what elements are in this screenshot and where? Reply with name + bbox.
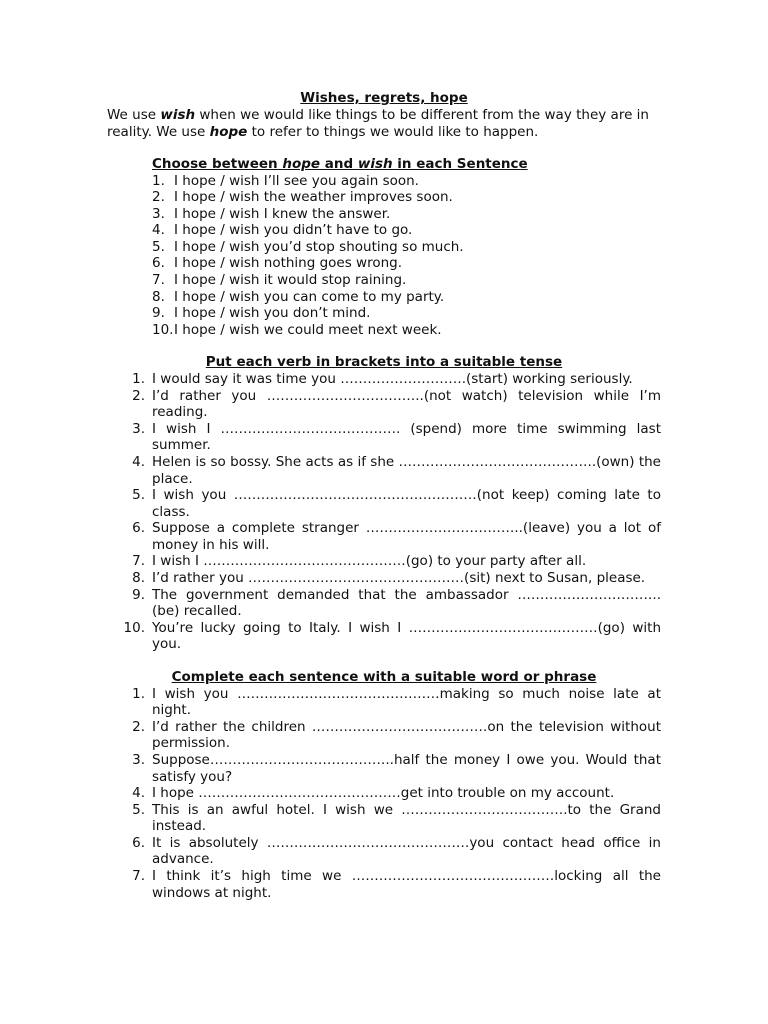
- item-number: 5.: [132, 801, 145, 818]
- item-number: 1.: [152, 172, 165, 189]
- text-run: Choose between: [152, 156, 283, 172]
- text-run: and: [320, 156, 358, 172]
- list-item: [107, 835, 661, 868]
- list-item: [152, 255, 661, 272]
- item-text: I hope / wish nothing goes wrong.: [174, 255, 403, 272]
- item-number: 2.: [132, 718, 145, 735]
- item-number: 2.: [152, 189, 165, 206]
- intro-paragraph: [107, 107, 661, 140]
- item-text: I think it’s high time we ………………………………………locking all the windows at night.: [152, 868, 661, 901]
- item-number: 9.: [152, 305, 165, 322]
- list-item: [152, 189, 661, 206]
- list-item: [152, 289, 661, 306]
- section-1-heading: [152, 156, 661, 173]
- list-item: [107, 553, 661, 570]
- item-number: 1.: [132, 370, 145, 387]
- item-text: I hope / wish it would stop raining.: [174, 272, 407, 289]
- item-text: I hope / wish we could meet next week.: [174, 321, 442, 338]
- list-item: [107, 785, 661, 802]
- item-number: 8.: [152, 288, 165, 305]
- item-number: 2.: [132, 387, 145, 404]
- list-item: [107, 802, 661, 835]
- item-number: 4.: [152, 222, 165, 239]
- item-number: 8.: [132, 570, 145, 587]
- section-1-list: [152, 173, 661, 339]
- item-text: I wish you ………………………………………making so much noise late at night.: [152, 685, 661, 719]
- text-run: when we would like things to be different from the way they are in reality. We use: [107, 107, 649, 140]
- item-text: I wish I …………………………………. (spend) more time swimming last summer.: [152, 420, 661, 454]
- item-text: Helen is so bossy. She acts as if she ……………………………………..(own) the place.: [152, 453, 661, 487]
- item-number: 4.: [132, 785, 145, 802]
- section-2-list: [107, 371, 661, 653]
- emphasized-word: wish: [357, 156, 393, 172]
- item-text: Suppose…………………………………..half the money I owe you. Would that satisfy you?: [152, 751, 661, 785]
- text-run: to refer to things we would like to happen.: [247, 123, 539, 140]
- item-text: I hope ………………………………………get into trouble on my account.: [152, 785, 615, 802]
- text-run: We use: [107, 107, 161, 123]
- item-text: I’d rather you ……………………………..(not watch) television while I’m reading.: [152, 387, 661, 421]
- item-number: 7.: [132, 868, 145, 885]
- list-item: [107, 686, 661, 719]
- item-text: I wish you ………………………………………………(not keep) coming late to class.: [152, 487, 661, 520]
- item-text: It is absolutely ………………………………………you contact head office in advance.: [152, 834, 661, 868]
- item-text: I hope / wish you didn’t have to go.: [174, 222, 413, 239]
- item-number: 6.: [152, 255, 165, 272]
- item-text: The government demanded that the ambassador ………………………….. (be) recalled.: [152, 586, 661, 620]
- list-item: [107, 587, 661, 620]
- item-number: 9.: [132, 586, 145, 603]
- item-number: 3.: [152, 205, 165, 222]
- section-3-list: [107, 686, 661, 902]
- item-text: I hope / wish you’d stop shouting so much.: [174, 238, 464, 255]
- list-item: [107, 454, 661, 487]
- item-text: You’re lucky going to Italy. I wish I ……………………………………(go) with you.: [152, 619, 661, 653]
- section-2-heading: Put each verb in brackets into a suitable tense: [205, 354, 563, 371]
- item-text: I hope / wish I knew the answer.: [174, 205, 391, 222]
- list-item: [152, 305, 661, 322]
- item-text: I’d rather the children …………………………………on the television without permission.: [152, 718, 661, 752]
- item-number: 5.: [152, 238, 165, 255]
- item-text: I wish I ………………………………………(go) to your party after all.: [152, 553, 587, 570]
- emphasized-word: wish: [160, 107, 196, 123]
- list-item: [152, 322, 661, 339]
- list-item: [107, 421, 661, 454]
- list-item: [107, 752, 661, 785]
- section-3-heading: Complete each sentence with a suitable word or phrase: [171, 669, 597, 686]
- list-item: [107, 570, 661, 587]
- page-title: Wishes, regrets, hope: [300, 90, 468, 106]
- item-text: I would say it was time you ……………………….(start) working seriously.: [152, 370, 633, 387]
- item-text: I hope / wish I’ll see you again soon.: [174, 172, 419, 189]
- list-item: [152, 173, 661, 190]
- list-item: [107, 388, 661, 421]
- list-item: [107, 520, 661, 553]
- emphasized-word: hope: [282, 156, 321, 172]
- item-text: I hope / wish you can come to my party.: [174, 288, 445, 305]
- list-item: [152, 239, 661, 256]
- text-run: in each Sentence: [392, 156, 528, 172]
- item-number: 4.: [132, 453, 145, 470]
- list-item: [152, 206, 661, 223]
- list-item: [152, 272, 661, 289]
- worksheet: [107, 90, 661, 901]
- item-text: I’d rather you …………………………………………(sit) next to Susan, please.: [152, 570, 646, 587]
- item-number: 5.: [132, 487, 145, 504]
- emphasized-word: hope: [209, 123, 248, 140]
- list-item: [107, 719, 661, 752]
- item-text: I hope / wish you don’t mind.: [174, 305, 371, 322]
- list-item: [107, 620, 661, 653]
- item-number: 10.: [152, 321, 174, 338]
- item-number: 3.: [132, 420, 145, 437]
- item-number: 6.: [132, 520, 145, 537]
- item-text: I hope / wish the weather improves soon.: [174, 189, 453, 206]
- list-item: [152, 222, 661, 239]
- list-item: [107, 371, 661, 388]
- item-number: 1.: [132, 685, 145, 702]
- item-text: This is an awful hotel. I wish we ……………………………….to the Grand instead.: [152, 801, 661, 835]
- item-text: Suppose a complete stranger ……………………………..(leave) you a lot of money in his will.: [152, 520, 661, 553]
- item-number: 7.: [132, 553, 145, 570]
- list-item: [107, 868, 661, 901]
- item-number: 10.: [123, 619, 145, 636]
- item-number: 7.: [152, 272, 165, 289]
- item-number: 3.: [132, 751, 145, 768]
- list-item: [107, 487, 661, 520]
- item-number: 6.: [132, 834, 145, 851]
